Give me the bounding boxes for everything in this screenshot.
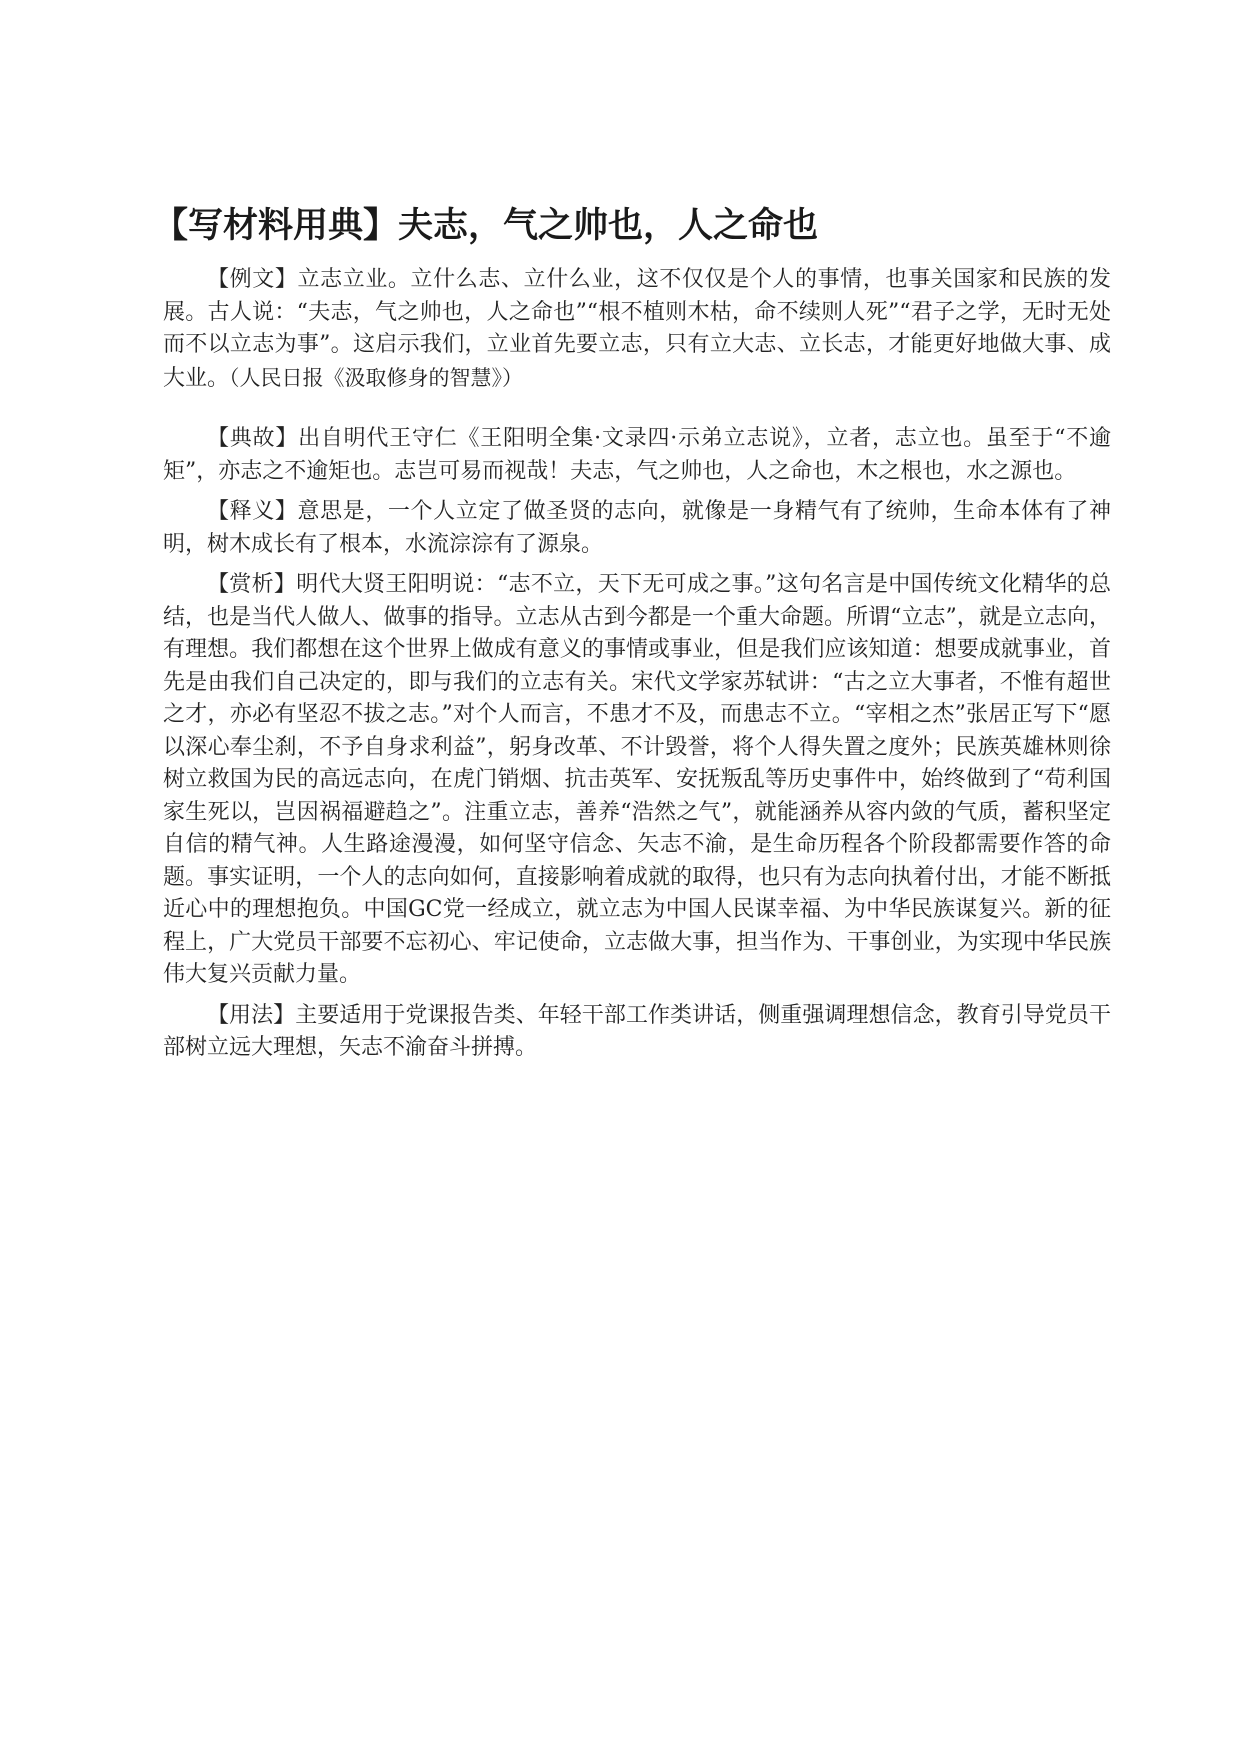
usage-text: 主要适用于党课报告类、年轻干部工作类讲话，侧重强调理想信念，教育引导党员干部树立远大理想，矢志不渝奋斗拼搏。 (163, 1002, 1111, 1060)
allusion-text: 出自明代王守仁《王阳明全集·文录四·示弟立志说》，立者，志立也。虽至于“不逾矩”，亦志之不逾矩也。志岂可易而视哉！夫志，气之帅也，人之命也，木之根也，水之源也。 (163, 426, 1111, 484)
example-source: （人民日报《汲取修身的智慧》） (229, 365, 524, 390)
example-paragraph (163, 264, 1111, 395)
document-page (153, 202, 1111, 1065)
allusion-paragraph (163, 423, 1111, 488)
analysis-text: 明代大贤王阳明说：“志不立，天下无可成之事。”这句名言是中国传统文化精华的总结，也是当代人做人、做事的指导。立志从古到今都是一个重大命题。所谓“立志”，就是立志向，有理想。我们都想在这个世界上做成有意义的事情或事业，但是我们应该知道：想要成就事业，首先是由我们自己决定的，即与我们的立志有关。宋代文学家苏轼讲：“古之立大事者，不惟有超世之才，亦必有坚忍不拔之志。”对个人而言，不患才不及，而患志不立。“宰相之杰”张居正写下“愿以深心奉尘刹，不予自身求利益”，躬身改革、不计毁誉，将个人得失置之度外；民族英雄林则徐树立救国为民的高远志向，在虎门销烟、抗击英军、安抚叛乱等历史事件中，始终做到了“苟利国家生死以，岂因祸福避趋之”。注重立志，善养“浩然之气”，就能涵养从容内敛的气质，蓄积坚定自信的精气神。人生路途漫漫，如何坚守信念、矢志不渝，是生命历程各个阶段都需要作答的命题。事实证明，一个人的志向如何，直接影响着成就的取得，也只有为志向执着付出，才能不断抵近心中的理想抱负。中国GC党一经成立，就立志为中国人民谋幸福、为中华民族谋复兴。新的征程上，广大党员干部要不忘初心、牢记使命，立志做大事，担当作为、干事创业，为实现中华民族伟大复兴贡献力量。 (163, 572, 1111, 987)
analysis-tag: 【赏析】 (207, 572, 297, 597)
usage-tag: 【用法】 (207, 1002, 296, 1028)
document-title: 【写材料用典】夫志，气之帅也，人之命也 (153, 206, 819, 246)
analysis-paragraph (163, 569, 1111, 992)
allusion-tag: 【典故】 (207, 426, 299, 451)
meaning-tag: 【释义】 (207, 499, 298, 524)
meaning-text: 意思是，一个人立定了做圣贤的志向，就像是一身精气有了统帅，生命本体有了神明，树木成长有了根本，水流淙淙有了源泉。 (163, 499, 1111, 557)
example-text: 立志立业。立什么志、立什么业，这不仅仅是个人的事情，也事关国家和民族的发展。古人说：“夫志，气之帅也，人之命也”“根不植则木枯，命不续则人死”“君子之学，无时无处而不以立志为事”。这启示我们，立业首先要立志，只有立大志、立长志，才能更好地做大事、成大业。 (163, 267, 1111, 391)
usage-paragraph (163, 1000, 1111, 1065)
example-tag: 【例文】 (207, 267, 298, 292)
meaning-paragraph (163, 496, 1111, 561)
